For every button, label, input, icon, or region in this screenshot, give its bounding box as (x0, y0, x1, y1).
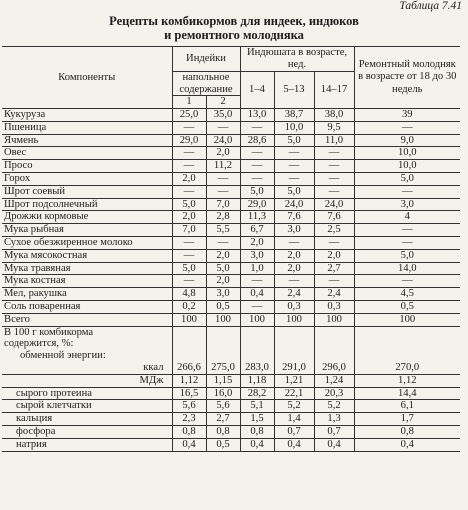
nutrient-value: 16,5 (172, 387, 206, 400)
value-cell: — (314, 172, 354, 185)
value-cell: 2,0 (206, 147, 240, 160)
component-name: Всего (2, 313, 172, 326)
table-row (2, 109, 460, 122)
table-row (2, 198, 460, 211)
table-row (2, 275, 460, 288)
value-cell: — (401, 121, 413, 133)
value-cell: — (274, 147, 314, 160)
value-cell: 5,0 (400, 249, 414, 261)
component-name: Шрот соевый (2, 185, 172, 198)
value-cell: 7,6 (314, 211, 354, 224)
value-cell: 2,0 (172, 172, 206, 185)
value-cell: 2,0 (172, 211, 206, 224)
nutrient-value: 28,2 (240, 387, 274, 400)
value-cell: 2,5 (314, 224, 354, 237)
header-age-5-13: 5–13 (274, 72, 314, 109)
nutrient-value: 20,3 (314, 387, 354, 400)
nutrient-value: 1,5 (240, 413, 274, 426)
nutrient-value: 0,7 (274, 425, 314, 438)
component-name: Мука травяная (2, 262, 172, 275)
value-cell: 5,0 (400, 172, 414, 184)
component-name: Мел, ракушка (2, 288, 172, 301)
value-cell: 2,0 (206, 249, 240, 262)
component-name: Мука костная (2, 275, 172, 288)
table-title-line1: Рецепты комбикормов для индеек, индюков (109, 14, 359, 28)
value-cell: 5,0 (206, 262, 240, 275)
energy-mj-value: 1,18 (240, 374, 274, 387)
nutrient-row (2, 400, 460, 413)
value-cell: 7,6 (274, 211, 314, 224)
value-cell: 5,0 (172, 198, 206, 211)
value-cell: 3,0 (206, 288, 240, 301)
nutrient-value: 0,8 (240, 425, 274, 438)
table-row (2, 262, 460, 275)
value-cell: 4,5 (400, 288, 414, 300)
value-cell: 100 (399, 313, 416, 325)
table-title-line2: и ремонтного молодняка (164, 28, 304, 42)
value-cell: — (401, 224, 413, 236)
header-turkeys: Индейки (172, 47, 240, 72)
energy-kcal-value: 291,0 (274, 362, 314, 374)
nutrient-name: фосфора (2, 425, 172, 438)
table-row (2, 224, 460, 237)
value-cell: — (314, 236, 354, 249)
nutrient-row (2, 425, 460, 438)
component-name: Просо (2, 160, 172, 173)
nutrient-value: 0,7 (314, 425, 354, 438)
value-cell: — (172, 275, 206, 288)
nutrient-value: 6,1 (400, 400, 414, 412)
nutrient-name: кальция (2, 413, 172, 426)
nutrient-value: 2,7 (206, 413, 240, 426)
header-poults: Индюшата в возрасте, нед. (240, 47, 354, 72)
table-row (2, 236, 460, 249)
value-cell: — (314, 275, 354, 288)
value-cell: 0,5 (400, 300, 414, 312)
nutrient-value: 0,4 (274, 438, 314, 451)
value-cell: 29,0 (172, 134, 206, 147)
value-cell: 3,0 (400, 198, 414, 210)
value-cell: 35,0 (206, 109, 240, 122)
energy-kcal-value: 283,0 (240, 362, 274, 374)
nutrient-value: 5,2 (274, 400, 314, 413)
value-cell: 28,6 (240, 134, 274, 147)
nutrient-value: 2,3 (172, 413, 206, 426)
value-cell: — (314, 160, 354, 173)
value-cell: — (172, 236, 206, 249)
value-cell: 2,0 (314, 249, 354, 262)
table-number: Таблица 7.41 (399, 0, 462, 12)
value-cell: 3,0 (274, 224, 314, 237)
value-cell: 9,5 (314, 121, 354, 134)
value-cell: 2,0 (274, 262, 314, 275)
component-name: Шрот подсолнечный (2, 198, 172, 211)
header-components: Компоненты (2, 47, 172, 109)
nutrient-value: 0,5 (206, 438, 240, 451)
value-cell: 7,0 (172, 224, 206, 237)
value-cell: 4,8 (172, 288, 206, 301)
value-cell: 2,0 (274, 249, 314, 262)
header-replacement: Ремонтный молодняк в возрасте от 18 до 30 недель (354, 47, 460, 109)
nutrient-value: 0,4 (314, 438, 354, 451)
value-cell: 100 (240, 313, 274, 326)
value-cell: 2,0 (240, 236, 274, 249)
value-cell: 5,0 (274, 134, 314, 147)
value-cell: 29,0 (240, 198, 274, 211)
energy-kcal-value: 266,6 (172, 362, 206, 374)
energy-mj-value: 1,24 (314, 374, 354, 387)
value-cell: — (274, 275, 314, 288)
nutrient-value: 0,4 (240, 438, 274, 451)
value-cell: 2,4 (314, 288, 354, 301)
nutrient-value: 0,8 (400, 425, 414, 437)
nutrient-name: натрия (2, 438, 172, 451)
value-cell: 100 (206, 313, 240, 326)
value-cell: — (240, 121, 274, 134)
value-cell: — (401, 185, 413, 197)
value-cell: — (240, 160, 274, 173)
value-cell: — (206, 185, 240, 198)
value-cell: 2,0 (206, 275, 240, 288)
value-cell: 11,3 (240, 211, 274, 224)
nutrient-value: 0,4 (172, 438, 206, 451)
value-cell: — (240, 172, 274, 185)
nutrient-value: 1,3 (314, 413, 354, 426)
value-cell: 24,0 (206, 134, 240, 147)
value-cell: — (274, 236, 314, 249)
value-cell: — (401, 236, 413, 248)
value-cell: — (240, 275, 274, 288)
value-cell: — (172, 147, 206, 160)
nutrient-value: 16,0 (206, 387, 240, 400)
table-row (2, 288, 460, 301)
value-cell: 24,0 (274, 198, 314, 211)
value-cell: 38,0 (314, 109, 354, 122)
header-col-2: 2 (206, 96, 240, 109)
header-col-1: 1 (172, 96, 206, 109)
value-cell: — (172, 249, 206, 262)
value-cell: 39 (401, 109, 413, 120)
value-cell: 3,0 (240, 249, 274, 262)
value-cell: — (274, 172, 314, 185)
header-age-14-17: 14–17 (314, 72, 354, 109)
value-cell: 0,2 (172, 300, 206, 313)
value-cell: 6,7 (240, 224, 274, 237)
table-row (2, 300, 460, 313)
energy-kcal-value: 296,0 (314, 362, 354, 374)
value-cell: 1,0 (240, 262, 274, 275)
value-cell: — (172, 121, 206, 134)
value-cell: 4 (404, 211, 410, 223)
component-name: Соль поваренная (2, 300, 172, 313)
nutrient-value: 5,1 (240, 400, 274, 413)
nutrient-value: 1,4 (274, 413, 314, 426)
nutrient-value: 5,6 (172, 400, 206, 413)
value-cell: 0,4 (240, 288, 274, 301)
table-row (2, 172, 460, 185)
component-name: Сухое обезжиренное молоко (2, 236, 172, 249)
table-row (2, 147, 460, 160)
table-row (2, 211, 460, 224)
value-cell: 25,0 (172, 109, 206, 122)
value-cell: 10,0 (398, 147, 417, 159)
nutrients-intro-2: содержится, %: (2, 338, 172, 350)
value-cell: 11,2 (206, 160, 240, 173)
table-row (2, 185, 460, 198)
nutrient-value: 5,2 (314, 400, 354, 413)
energy-mj-value: 1,12 (398, 374, 417, 386)
value-cell: — (206, 121, 240, 134)
value-cell: — (314, 185, 354, 198)
nutrient-value: 1,7 (400, 413, 414, 425)
value-cell: — (274, 160, 314, 173)
energy-kcal-value: 270,0 (395, 361, 420, 373)
component-name: Мука мясокостная (2, 249, 172, 262)
value-cell: 5,0 (172, 262, 206, 275)
nutrient-name: сырой клетчатки (2, 400, 172, 413)
value-cell: — (172, 160, 206, 173)
value-cell: 9,0 (400, 134, 414, 146)
header-age-1-4: 1–4 (240, 72, 274, 109)
value-cell: — (172, 185, 206, 198)
value-cell: — (206, 172, 240, 185)
value-cell: 10,0 (274, 121, 314, 134)
value-cell: 5,0 (240, 185, 274, 198)
feed-recipes-table (2, 46, 460, 452)
value-cell: 11,0 (314, 134, 354, 147)
value-cell: 2,4 (274, 288, 314, 301)
table-row (2, 313, 460, 326)
energy-mj-label: МДж (2, 374, 172, 387)
value-cell: 10,0 (398, 160, 417, 172)
energy-mj-value: 1,21 (274, 374, 314, 387)
value-cell: 100 (172, 313, 206, 326)
table-row (2, 134, 460, 147)
nutrient-value: 22,1 (274, 387, 314, 400)
nutrients-intro-1: В 100 г комбикорма (2, 326, 172, 338)
header-floor: напольное содержание (172, 72, 240, 96)
nutrient-value: 14,4 (398, 387, 417, 399)
value-cell: 100 (274, 313, 314, 326)
table-row (2, 121, 460, 134)
value-cell: 13,0 (240, 109, 274, 122)
component-name: Дрожжи кормовые (2, 211, 172, 224)
energy-mj-value: 1,15 (206, 374, 240, 387)
value-cell: 2,7 (314, 262, 354, 275)
nutrient-row (2, 387, 460, 400)
value-cell: — (240, 300, 274, 313)
component-name: Пшеница (2, 121, 172, 134)
value-cell: — (314, 147, 354, 160)
value-cell: 5,5 (206, 224, 240, 237)
table-row (2, 160, 460, 173)
energy-label: обменной энергии: (2, 350, 172, 362)
nutrient-row (2, 413, 460, 426)
value-cell: 38,7 (274, 109, 314, 122)
table-row (2, 249, 460, 262)
nutrient-value: 0,4 (400, 438, 414, 450)
component-name: Горох (2, 172, 172, 185)
value-cell: 14,0 (398, 262, 417, 274)
value-cell: 24,0 (314, 198, 354, 211)
value-cell: 7,0 (206, 198, 240, 211)
nutrient-name: сырого протеина (2, 387, 172, 400)
value-cell: — (401, 275, 413, 287)
nutrient-value: 5,6 (206, 400, 240, 413)
nutrient-value: 0,8 (172, 425, 206, 438)
value-cell: — (240, 147, 274, 160)
energy-kcal-value: 275,0 (206, 362, 240, 374)
component-name: Кукуруза (2, 109, 172, 122)
value-cell: 0,3 (314, 300, 354, 313)
value-cell: 0,5 (206, 300, 240, 313)
value-cell: 2,8 (206, 211, 240, 224)
value-cell: — (206, 236, 240, 249)
component-name: Овес (2, 147, 172, 160)
nutrient-row (2, 438, 460, 451)
value-cell: 100 (314, 313, 354, 326)
energy-kcal-label: ккал (2, 362, 172, 374)
component-name: Мука рыбная (2, 224, 172, 237)
value-cell: 0,3 (274, 300, 314, 313)
value-cell: 5,0 (274, 185, 314, 198)
nutrient-value: 0,8 (206, 425, 240, 438)
energy-mj-value: 1,12 (172, 374, 206, 387)
component-name: Ячмень (2, 134, 172, 147)
